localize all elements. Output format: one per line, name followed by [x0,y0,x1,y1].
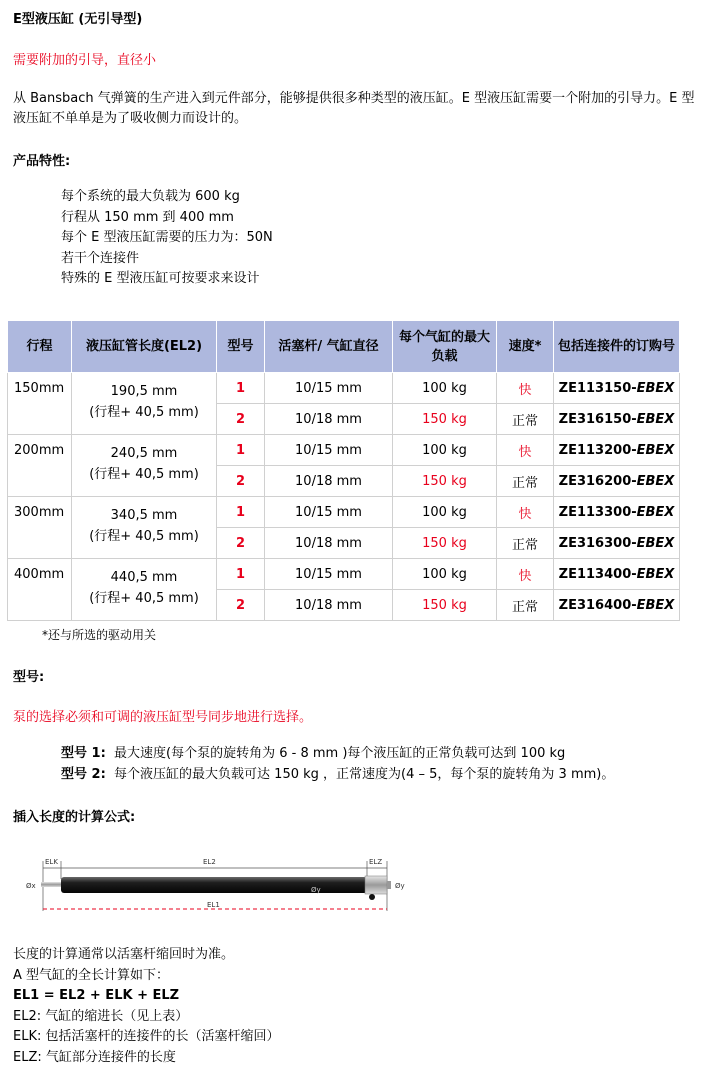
cell-diameter: 10/18 mm [265,528,393,559]
def-text: 包括活塞杆的连接件的长（活塞杆缩回） [45,1029,280,1044]
type-text: 每个液压缸的最大负载可达 150 kg ，正常速度为(4 – 5，每个泵的旋转角为 3 mm)。 [114,767,615,782]
order-prefix: ZE316200- [558,473,637,489]
type-item [61,743,614,764]
def-label: EL2: [13,1008,42,1024]
cell-speed: 正常 [497,404,554,435]
cell-type: 2 [217,528,265,559]
table-header-row [8,321,680,373]
order-prefix: ZE113400- [558,566,637,582]
cell-length [72,435,217,497]
cell-order-number [554,404,680,435]
spec-table [7,320,680,621]
features-heading: 产品特性: [13,154,71,169]
label-el1: EL1 [207,901,220,909]
cell-speed: 正常 [497,466,554,497]
type-label: 型号 1: [61,746,106,761]
cell-load: 100 kg [393,373,497,404]
cell-load: 150 kg [393,590,497,621]
cell-speed: 正常 [497,528,554,559]
header-type: 型号 [217,321,265,373]
cell-speed: 快 [497,559,554,590]
header-order-number: 包括连接件的订购号 [554,321,680,373]
order-suffix: EBEX [636,535,675,551]
cell-order-number [554,590,680,621]
length-value: 190,5 mm [110,384,178,399]
type-heading: 型号: [13,670,45,685]
feature-item: 每个系统的最大负载为 600 kg [61,189,240,204]
order-suffix: EBEX [636,442,675,458]
header-max-load: 每个气缸的最大负载 [393,321,497,373]
order-suffix: EBEX [636,597,675,613]
length-value: 240,5 mm [110,446,178,461]
cell-speed: 正常 [497,590,554,621]
length-note: (行程+ 40,5 mm) [89,529,199,544]
order-prefix: ZE113300- [558,504,637,520]
piston-rod [41,882,63,887]
intro-paragraph: 从 Bansbach 气弹簧的生产进入到元件部分，能够提供很多种类型的液压缸。E 型液压缸需要一个附加的引导力。E 型液压缸不单单是为了吸收侧力而设计的。 [13,91,695,126]
label-elk: ELK [45,858,58,866]
header-length: 液压缸管长度(EL2) [72,321,217,373]
cell-load: 100 kg [393,559,497,590]
end-connector [365,876,387,894]
cell-diameter: 10/18 mm [265,404,393,435]
cell-type: 2 [217,466,265,497]
cylinder-diagram [13,851,413,921]
cell-load: 100 kg [393,435,497,466]
cell-speed: 快 [497,497,554,528]
formula-heading: 插入长度的计算公式: [13,810,136,825]
calculation-notes [13,945,280,1068]
length-value: 340,5 mm [110,508,178,523]
cell-length [72,373,217,435]
cell-stroke: 300mm [8,497,72,559]
cell-order-number [554,435,680,466]
cell-order-number [554,497,680,528]
cell-length [72,497,217,559]
page-title: E型液压缸 (无引导型) [13,12,143,27]
formula: EL1 = EL2 + ELK + ELZ [13,988,180,1003]
order-prefix: ZE113200- [558,442,637,458]
type-item [61,764,614,785]
cell-load: 150 kg [393,528,497,559]
cylinder-tube [61,877,367,893]
calc-line-2: A 型气缸的全长计算如下： [13,967,170,983]
length-note: (行程+ 40,5 mm) [89,591,199,606]
length-note: (行程+ 40,5 mm) [89,467,199,482]
def-label: ELK: [13,1029,42,1044]
type-label: 型号 2: [61,767,106,782]
cell-length [72,559,217,621]
cell-stroke: 400mm [8,559,72,621]
cell-diameter: 10/15 mm [265,497,393,528]
table-row [8,435,680,466]
order-suffix: EBEX [636,504,675,520]
cell-diameter: 10/18 mm [265,466,393,497]
cell-load: 100 kg [393,497,497,528]
feature-item: 特殊的 E 型液压缸可按要求来设计 [61,271,260,286]
def-label: ELZ: [13,1049,42,1065]
subtitle: 需要附加的引导，直径小 [13,53,157,68]
calc-line-1: 长度的计算通常以活塞杆缩回时为准。 [13,947,235,962]
label-el2: EL2 [203,858,216,866]
type-note: 泵的选择必须和可调的液压缸型号同步地进行选择。 [13,710,313,725]
features-list [61,187,273,290]
def-elz [13,1048,280,1069]
table-row [8,373,680,404]
cell-type: 2 [217,590,265,621]
order-prefix: ZE113150- [558,380,637,396]
order-prefix: ZE316400- [558,597,637,613]
header-speed: 速度* [497,321,554,373]
cell-diameter: 10/18 mm [265,590,393,621]
order-suffix: EBEX [636,566,675,582]
order-prefix: ZE316150- [558,411,637,427]
cell-type: 1 [217,373,265,404]
cell-speed: 快 [497,435,554,466]
order-suffix: EBEX [636,411,675,427]
end-pin [387,881,391,889]
cell-diameter: 10/15 mm [265,373,393,404]
type-list [61,743,614,785]
label-dy-mid: Øy [311,886,321,894]
feature-item: 若干个连接件 [61,250,140,266]
cell-diameter: 10/15 mm [265,559,393,590]
cell-stroke: 200mm [8,435,72,497]
cell-diameter: 10/15 mm [265,435,393,466]
cell-type: 1 [217,497,265,528]
cell-order-number [554,373,680,404]
header-stroke: 行程 [8,321,72,373]
def-text: 气缸部分连接件的长度 [45,1049,176,1065]
def-elk [13,1027,280,1048]
cell-order-number [554,528,680,559]
cell-stroke: 150mm [8,373,72,435]
cell-order-number [554,559,680,590]
cell-speed: 快 [497,373,554,404]
length-note: (行程+ 40,5 mm) [89,405,199,420]
cell-type: 1 [217,559,265,590]
cell-load: 150 kg [393,466,497,497]
label-elz: ELZ [369,858,383,866]
def-el2 [13,1007,280,1028]
cell-order-number [554,466,680,497]
cell-load: 150 kg [393,404,497,435]
order-suffix: EBEX [636,380,675,396]
order-prefix: ZE316300- [558,535,637,551]
valve-nipple [369,894,375,900]
header-diameter: 活塞杆/ 气缸直径 [265,321,393,373]
cell-type: 2 [217,404,265,435]
table-row [8,497,680,528]
table-row [8,559,680,590]
cell-type: 1 [217,435,265,466]
feature-item: 每个 E 型液压缸需要的压力为：50N [61,230,273,245]
type-text: 最大速度(每个泵的旋转角为 6 - 8 mm )每个液压缸的正常负载可达到 100 kg [114,746,566,761]
def-text: 气缸的缩进长（见上表） [45,1008,189,1024]
speed-footnote: *还与所选的驱动用关 [42,628,157,642]
feature-item: 行程从 150 mm 到 400 mm [61,209,234,225]
label-dy-right: Øy [395,882,405,890]
length-value: 440,5 mm [110,570,178,585]
label-dx: Øx [26,882,36,890]
order-suffix: EBEX [636,473,675,489]
